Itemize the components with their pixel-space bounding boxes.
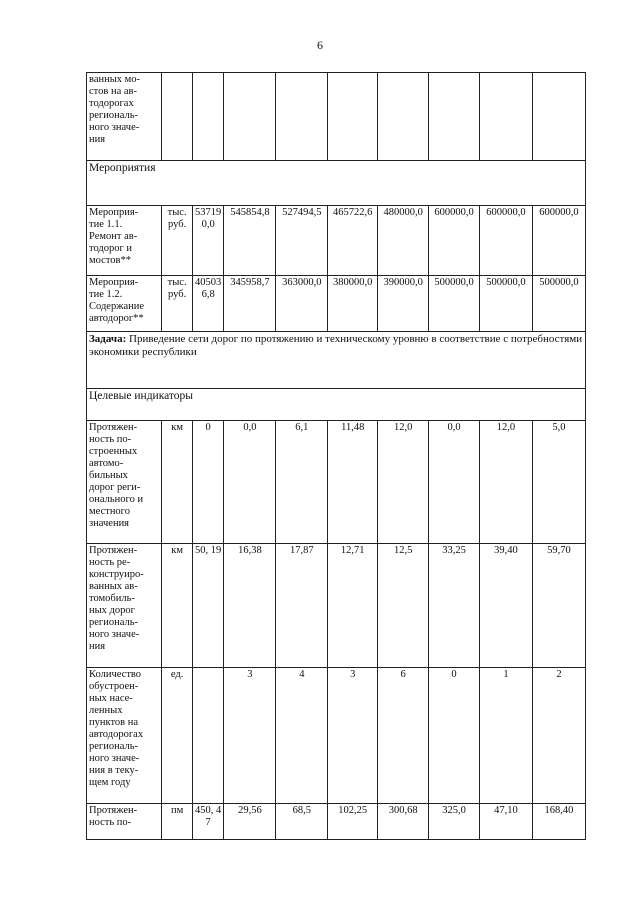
value-cell: 47,10 — [480, 804, 533, 840]
value-cell: 3 — [328, 668, 378, 804]
indicator-name: Количество обустроен- ных насе- ленных пунктов на автодорогах региональ- ного значе- ния в теку- щем году — [87, 668, 162, 804]
value-cell: 39,40 — [480, 544, 533, 668]
unit-cell: тыс. руб. — [162, 276, 193, 332]
unit-cell: км — [162, 544, 193, 668]
table-row — [87, 389, 586, 421]
indicator-name: Протяжен- ность ре- конструиро- ванных ав- томобиль- ных дорог региональ- ного значе- ния — [87, 544, 162, 668]
unit-cell — [162, 73, 193, 161]
value-cell — [328, 73, 378, 161]
value-cell: 600000,0 — [429, 206, 480, 276]
task-text: Приведение сети дорог по протяжению и техническому уровню в соответствие с потребностями экономики республики — [89, 333, 583, 358]
value-cell: 12,71 — [328, 544, 378, 668]
value-cell: 16,38 — [224, 544, 276, 668]
value-cell: 102,25 — [328, 804, 378, 840]
table-row — [87, 276, 586, 332]
value-cell — [429, 73, 480, 161]
value-cell: 68,5 — [276, 804, 328, 840]
value-cell: 537190,0 — [192, 206, 224, 276]
value-cell: 12,0 — [378, 421, 429, 544]
value-cell: 59,70 — [532, 544, 585, 668]
unit-cell: км — [162, 421, 193, 544]
value-cell: 4 — [276, 668, 328, 804]
unit-cell: пм — [162, 804, 193, 840]
indicator-name: Мероприя- тие 1.1. Ремонт ав- тодорог и мостов** — [87, 206, 162, 276]
value-cell: 545854,8 — [224, 206, 276, 276]
value-cell: 3 — [224, 668, 276, 804]
page-number: 6 — [317, 38, 323, 52]
value-cell: 29,56 — [224, 804, 276, 840]
value-cell: 325,0 — [429, 804, 480, 840]
value-cell: 500000,0 — [532, 276, 585, 332]
value-cell: 0 — [429, 668, 480, 804]
value-cell: 405036,8 — [192, 276, 224, 332]
indicator-name: Протяжен- ность по- — [87, 804, 162, 840]
section-heading: Мероприятия — [87, 161, 586, 206]
task-statement — [87, 332, 586, 389]
value-cell: 345958,7 — [224, 276, 276, 332]
value-cell: 5,0 — [532, 421, 585, 544]
value-cell: 363000,0 — [276, 276, 328, 332]
value-cell: 50, 19 — [192, 544, 224, 668]
value-cell — [224, 73, 276, 161]
value-cell: 390000,0 — [378, 276, 429, 332]
table-row — [87, 804, 586, 840]
task-label: Задача: — [89, 333, 127, 345]
value-cell: 527494,5 — [276, 206, 328, 276]
value-cell: 2 — [532, 668, 585, 804]
value-cell: 33,25 — [429, 544, 480, 668]
value-cell — [192, 73, 224, 161]
value-cell — [276, 73, 328, 161]
table-row — [87, 332, 586, 389]
value-cell: 480000,0 — [378, 206, 429, 276]
value-cell: 0 — [192, 421, 224, 544]
value-cell: 1 — [480, 668, 533, 804]
value-cell: 465722,6 — [328, 206, 378, 276]
value-cell — [378, 73, 429, 161]
table-row — [87, 161, 586, 206]
indicator-name: Мероприя- тие 1.2. Содержание автодорог** — [87, 276, 162, 332]
section-heading: Целевые индикаторы — [87, 389, 586, 421]
value-cell: 500000,0 — [429, 276, 480, 332]
indicators-table — [86, 72, 586, 840]
indicator-name: Протяжен- ность по- строенных автомо- бильных дорог реги- онального и местного значения — [87, 421, 162, 544]
value-cell — [532, 73, 585, 161]
table-row — [87, 421, 586, 544]
value-cell: 600000,0 — [532, 206, 585, 276]
unit-cell: тыс. руб. — [162, 206, 193, 276]
table-row — [87, 206, 586, 276]
value-cell: 380000,0 — [328, 276, 378, 332]
table-row — [87, 668, 586, 804]
value-cell — [480, 73, 533, 161]
table-row — [87, 544, 586, 668]
value-cell: 600000,0 — [480, 206, 533, 276]
value-cell: 12,0 — [480, 421, 533, 544]
table-row — [87, 73, 586, 161]
value-cell: 6,1 — [276, 421, 328, 544]
value-cell: 0,0 — [429, 421, 480, 544]
value-cell: 450, 47 — [192, 804, 224, 840]
value-cell: 300,68 — [378, 804, 429, 840]
value-cell: 11,48 — [328, 421, 378, 544]
value-cell: 17,87 — [276, 544, 328, 668]
value-cell: 500000,0 — [480, 276, 533, 332]
value-cell: 168,40 — [532, 804, 585, 840]
indicator-name: ванных мо- стов на ав- тодорогах региональ- ного значе- ния — [87, 73, 162, 161]
value-cell: 6 — [378, 668, 429, 804]
value-cell: 0,0 — [224, 421, 276, 544]
unit-cell: ед. — [162, 668, 193, 804]
value-cell — [192, 668, 224, 804]
value-cell: 12,5 — [378, 544, 429, 668]
